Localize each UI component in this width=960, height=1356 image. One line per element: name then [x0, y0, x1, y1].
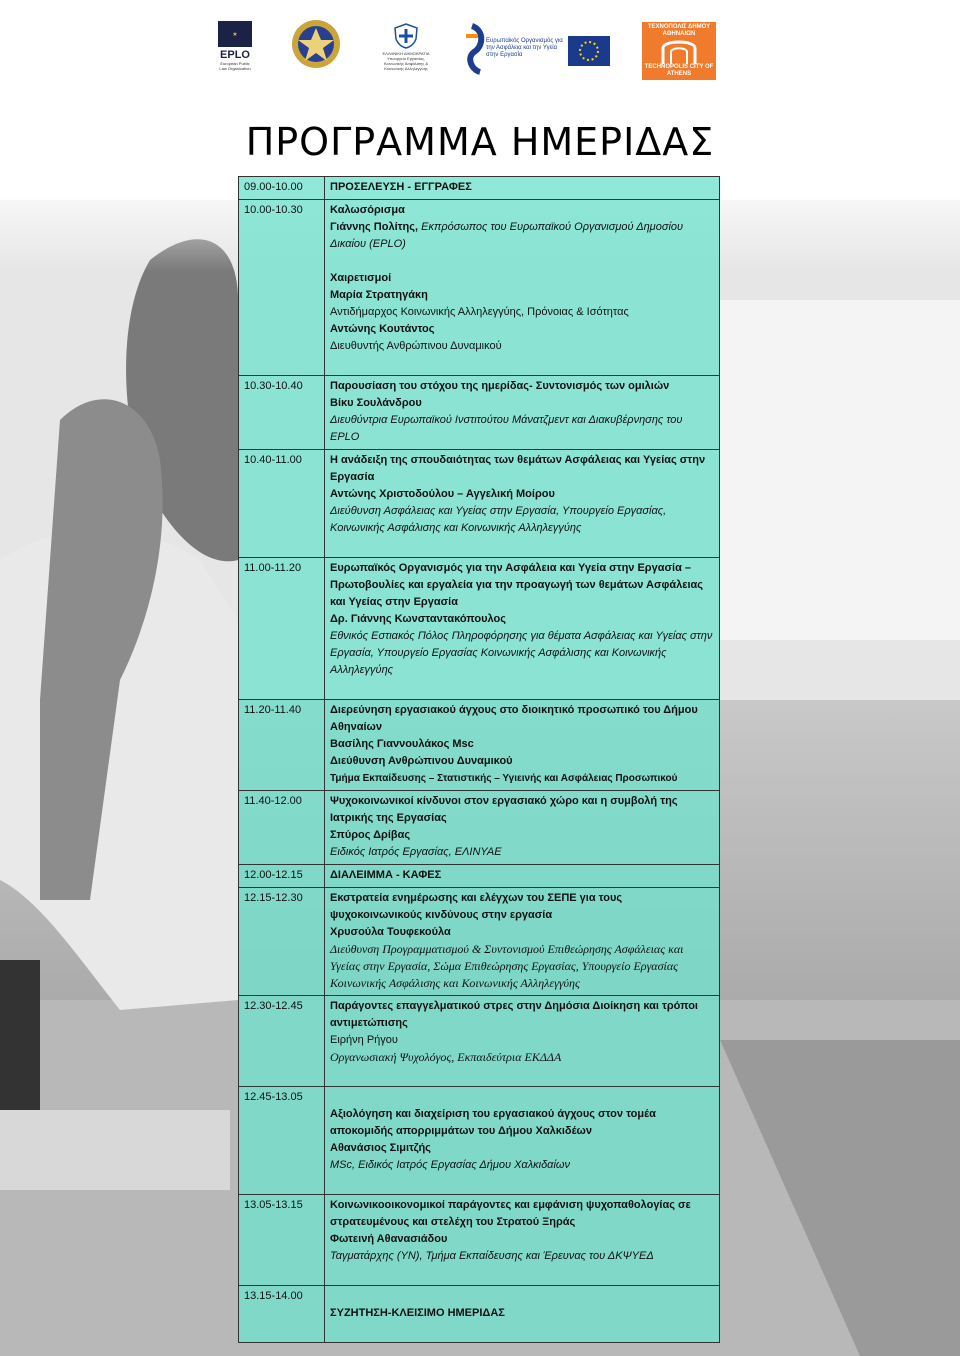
detail-text: Διευθυντής Ανθρώπινου Δυναμικού — [330, 340, 502, 352]
table-row — [239, 888, 720, 996]
time-cell: 11.20-11.40 — [239, 700, 325, 791]
spacer — [330, 1265, 714, 1282]
spacer — [330, 1066, 714, 1083]
table-row — [239, 1286, 720, 1343]
table-row — [239, 376, 720, 450]
schedule-body — [239, 177, 720, 1343]
eu-osha-text: Ευρωπαϊκός Οργανισμός για την Ασφάλεια και την Υγεία στην Εργασία — [486, 38, 563, 58]
content-cell — [325, 450, 720, 558]
session-text: Η ανάδειξη της σπουδαιότητας των θεμάτων Ασφάλειας και Υγείας στην Εργασία — [330, 454, 706, 483]
eplo-logo-subtext: European Public Law Organization — [219, 61, 251, 71]
detail-text: Ειρήνη Ρήγου — [330, 1034, 398, 1046]
content-cell — [325, 376, 720, 450]
time-cell: 11.00-11.20 — [239, 558, 325, 700]
schedule-table — [238, 176, 720, 1343]
session-text: Σπύρος Δρίβας — [330, 829, 411, 841]
eplo-emblem-icon: ★ — [218, 21, 252, 47]
session-text: Διερεύνηση εργασιακού άγχους στο διοικητικό προσωπικό του Δήμου Αθηναίων — [330, 704, 698, 733]
session-text: Χρυσούλα Τουφεκούλα — [330, 926, 451, 938]
greek-ministry-logo — [378, 16, 434, 78]
session-text: Αξιολόγηση και διαχείριση του εργασιακού άγχους στον τομέα αποκομιδής απορριμμάτων του Δήμου Χαλκιδέων — [330, 1108, 656, 1137]
time-cell: 12.45-13.05 — [239, 1087, 325, 1195]
session-text: Εκστρατεία ενημέρωσης και ελέγχων του ΣΕΠΕ για τους ψυχοκοινωνικούς κινδύνους στην εργασία — [330, 892, 623, 921]
session-text: Βίκυ Σουλάνδρου — [330, 397, 422, 409]
technopolis-arch-icon — [659, 38, 699, 64]
content-cell — [325, 888, 720, 996]
technopolis-logo — [642, 22, 716, 80]
session-text: Καλωσόρισμα — [330, 204, 405, 216]
session-text: Χαιρετισμοί — [330, 272, 392, 284]
page-title: ΠΡΟΓΡΑΜΜΑ ΗΜΕΡΙΔΑΣ — [245, 120, 715, 164]
content-cell — [325, 558, 720, 700]
session-text: Φωτεινή Αθανασιάδου — [330, 1233, 448, 1245]
spacer — [330, 537, 714, 554]
time-cell: 10.40-11.00 — [239, 450, 325, 558]
eplo-logo — [218, 16, 252, 76]
detail-text: Διεύθυνση Προγραμματισμού & Συντονισμού Επιθεώρησης Ασφάλειας και Υγείας στην Εργασία, Σώμα Επιθεώρησης Εργασίας, Υπουργείο Εργασίας Κοινωνικής Ασφάλισης και Κοινωνικής Αλληλεγγύης — [330, 942, 684, 990]
detail-text: Ειδικός Ιατρός Εργασίας, ΕΛΙΝΥΑΕ — [330, 846, 502, 858]
spacer — [330, 679, 714, 696]
greek-ministry-text: ΕΛΛΗΝΙΚΗ ΔΗΜΟΚΡΑΤΙΑ Υπουργείο Εργασίας, Κοινωνικής Ασφάλισης & Κοινωνικής Αλληλεγγύης — [382, 51, 430, 71]
spacer — [330, 1174, 714, 1191]
time-cell: 09.00-10.00 — [239, 177, 325, 200]
session-text: Αθανάσιος Σιμιτζής — [330, 1142, 431, 1154]
spacer — [330, 355, 714, 372]
detail-text: Ταγματάρχης (ΥΝ), Τμήμα Εκπαίδευσης και Έρευνας του ΔΚΨΥΕΔ — [330, 1250, 654, 1262]
time-cell: 12.00-12.15 — [239, 865, 325, 888]
time-cell: 12.15-12.30 — [239, 888, 325, 996]
content-cell — [325, 791, 720, 865]
speaker-line — [330, 219, 714, 253]
content-cell — [325, 1286, 720, 1343]
content-cell — [325, 865, 720, 888]
table-row — [239, 450, 720, 558]
content-cell — [325, 1087, 720, 1195]
time-cell: 12.30-12.45 — [239, 996, 325, 1087]
session-text: Παρουσίαση του στόχου της ημερίδας- Συντονισμός των ομιλιών — [330, 380, 670, 392]
session-text: Αντώνης Κουτάντος — [330, 323, 435, 335]
session-text: ΔΙΑΛΕΙΜΜΑ - ΚΑΦΕΣ — [330, 869, 442, 881]
content-cell — [325, 1195, 720, 1286]
spacer — [330, 1089, 714, 1106]
detail-text: Διεύθυνση Ασφάλειας και Υγείας στην Εργασία, Υπουργείο Εργασίας, Κοινωνικής Ασφάλισης και Κοινωνικής Αλληλεγγύης — [330, 505, 667, 534]
technopolis-logo-text: ΤΕΧΝΟΠΟΛΙΣ ΔΗΜΟΥ ΑΘΗΝΑΙΩΝ — [647, 24, 711, 37]
table-row — [239, 558, 720, 700]
session-text: Βασίλης Γιαννουλάκος Msc — [330, 738, 474, 750]
detail-text: Εθνικός Εστιακός Πόλος Πληροφόρησης για θέματα Ασφάλειας και Υγείας στην Εργασία, Υπουργείο Εργασίας Κοινωνικής Ασφάλισης και Κοινωνικής Αλληλεγγύης — [330, 630, 713, 676]
logo-bar — [0, 14, 960, 80]
spacer — [330, 1288, 714, 1305]
spacer — [330, 253, 714, 270]
table-row — [239, 996, 720, 1087]
session-text: Δρ. Γιάννης Κωνσταντακόπουλος — [330, 613, 506, 625]
speaker-name: Γιάννης Πολίτης, — [330, 221, 419, 233]
session-text: Αντώνης Χριστοδούλου – Αγγελική Μοίρου — [330, 488, 555, 500]
time-cell: 10.30-10.40 — [239, 376, 325, 450]
time-cell: 11.40-12.00 — [239, 791, 325, 865]
municipality-seal-logo — [290, 14, 342, 76]
session-text: Μαρία Στρατηγάκη — [330, 289, 428, 301]
content-cell — [325, 200, 720, 376]
speaker-affiliation: Εκπρόσωπος του Ευρωπαϊκού Οργανισμού Δημοσίου Δικαίου (EPLO) — [330, 221, 684, 250]
table-row — [239, 200, 720, 376]
detail-text: MSc, Ειδικός Ιατρός Εργασίας Δήμου Χαλκιδαίων — [330, 1159, 570, 1171]
table-row — [239, 1087, 720, 1195]
session-text: Διεύθυνση Ανθρώπινου Δυναμικού — [330, 755, 513, 767]
table-row — [239, 1195, 720, 1286]
table-row — [239, 865, 720, 888]
athens-seal-icon — [290, 14, 342, 76]
content-cell — [325, 700, 720, 791]
session-text: Ψυχοκοινωνικοί κίνδυνοι στον εργασιακό χώρο και η συμβολή της Ιατρικής της Εργασίας — [330, 795, 678, 824]
time-cell: 13.15-14.00 — [239, 1286, 325, 1343]
time-cell: 10.00-10.30 — [239, 200, 325, 376]
detail-text: Τμήμα Εκπαίδευσης – Στατιστικής – Υγιεινής και Ασφάλειας Προσωπικού — [330, 773, 678, 784]
table-row — [239, 700, 720, 791]
session-text: Παράγοντες επαγγελματικού στρες στην Δημόσια Διοίκηση και τρόποι αντιμετώπισης — [330, 1000, 698, 1029]
detail-text: Οργανωσιακή Ψυχολόγος, Εκπαιδεύτρια ΕΚΔΔΑ — [330, 1050, 562, 1064]
table-row — [239, 177, 720, 200]
session-text: Κοινωνικοοικονομικοί παράγοντες και εμφάνιση ψυχοπαθολογίας σε στρατευμένους και στελέχη του Στρατού Ξηράς — [330, 1199, 691, 1228]
technopolis-logo-subtext: TECHNOPOLIS CITY OF ATHENS — [644, 64, 714, 77]
session-text: Ευρωπαϊκός Οργανισμός για την Ασφάλεια και Υγεία στην Εργασία – Πρωτοβουλίες και εργαλεία για την προαγωγή των θεμάτων Ασφάλειας και Υγείας στην Εργασία — [330, 562, 703, 608]
table-row — [239, 791, 720, 865]
session-text: ΣΥΖΗΤΗΣΗ-ΚΛΕΙΣΙΜΟ ΗΜΕΡΙΔΑΣ — [330, 1307, 505, 1319]
detail-text: Αντιδήμαρχος Κοινωνικής Αλληλεγγύης, Πρόνοιας & Ισότητας — [330, 306, 629, 318]
session-text: ΠΡΟΣΕΛΕΥΣΗ - ΕΓΓΡΑΦΕΣ — [330, 181, 472, 193]
greek-emblem-icon — [394, 23, 418, 49]
time-cell: 13.05-13.15 — [239, 1195, 325, 1286]
content-cell — [325, 177, 720, 200]
spacer — [330, 1322, 714, 1339]
eu-osha-logo — [462, 22, 612, 78]
detail-text: Διευθύντρια Ευρωπαϊκού Ινστιτούτου Μάνατζμεντ και Διακυβέρνησης του EPLO — [330, 414, 683, 443]
content-cell — [325, 996, 720, 1087]
eplo-logo-text: EPLO — [220, 49, 250, 61]
